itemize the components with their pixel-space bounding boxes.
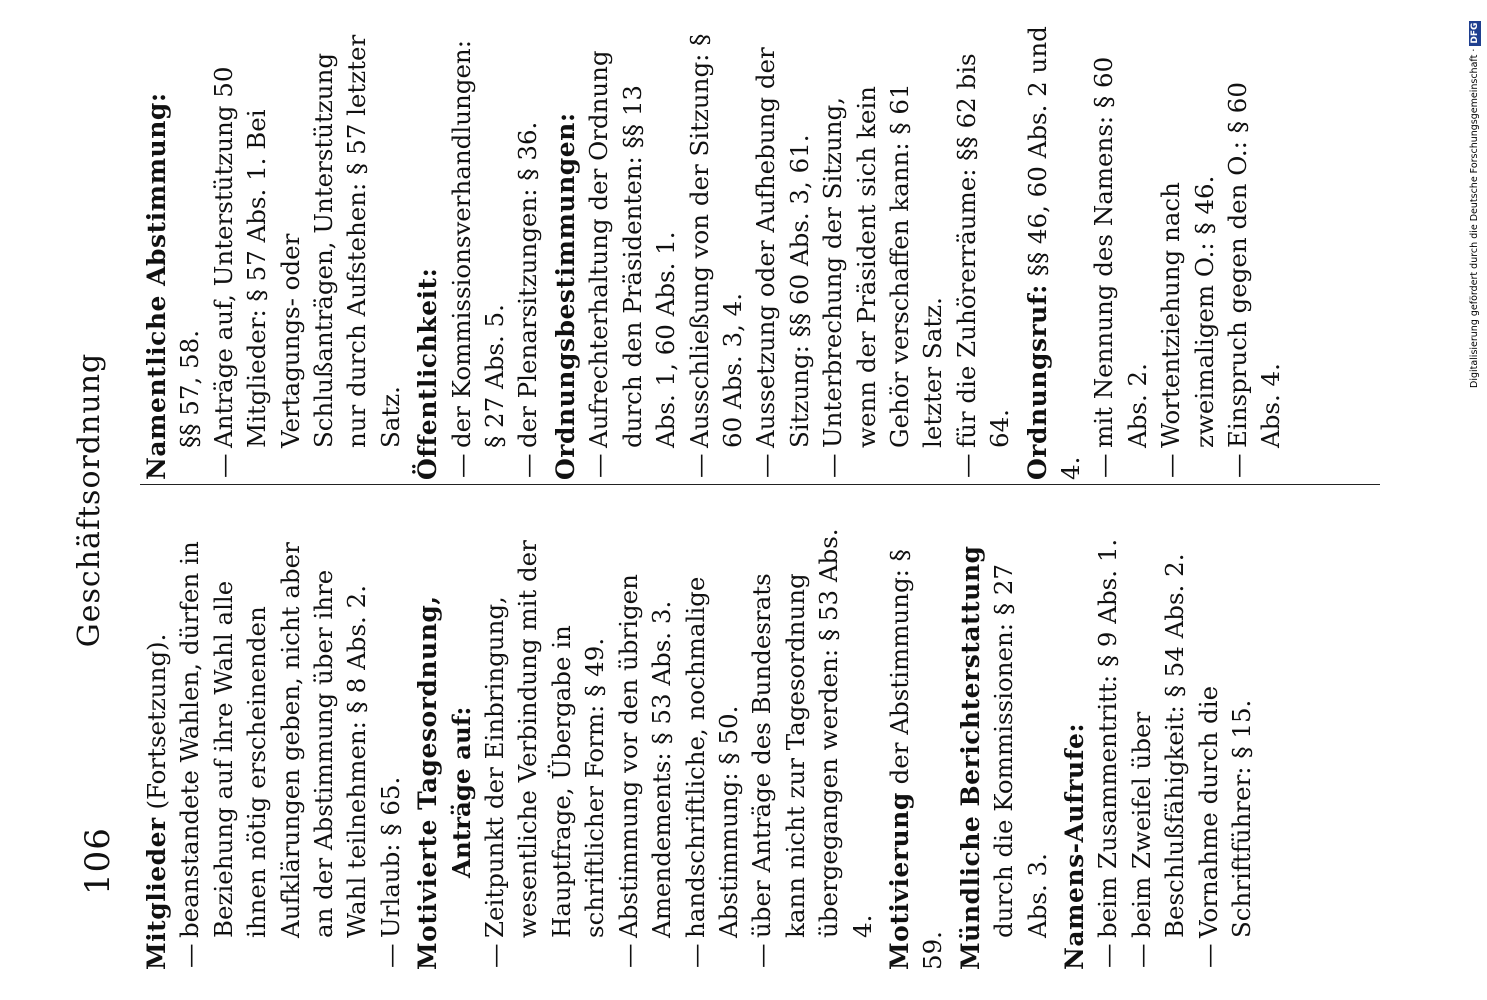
entry-namentliche-abstimmung	[140, 25, 407, 480]
dfg-logo: DFG	[1470, 22, 1480, 44]
list-item: — Ausschließung von der Sitzung: § 60 Abs. 3, 4.	[684, 33, 747, 478]
list-item: — über Anträge des Bundesrats kann nicht zur Tagesordnung übergegangen werden: § 53 Abs. 4.	[747, 528, 877, 968]
page-title: Geschäftsordnung	[72, 352, 107, 648]
list-item: — der Plenarsitzungen: § 36.	[513, 121, 543, 478]
left-column	[140, 515, 1262, 970]
list-item: — Zeitpunkt der Einbringung, wesentliche Verbindung mit der Hauptfrage, Übergabe in schriftlicher Form: § 49.	[480, 540, 610, 968]
list-item: — beanstandete Wahlen, dürfen in Beziehung auf ihre Wahl alle ihnen nötig erscheinenden Aufklärungen geben, nicht aber an der Abstimmung über ihre Wahl teilnehmen: § 8 Abs. 2.	[175, 541, 372, 968]
list-item: — beim Zusammentritt: § 9 Abs. 1.	[1093, 538, 1123, 968]
entry-heading: Mündliche Berichterstattung	[955, 545, 985, 970]
list-item: — Vornahme durch die Schriftführer: § 15.	[1193, 685, 1256, 968]
list-item: — Einspruch gegen den O.: § 60 Abs. 4.	[1223, 82, 1286, 478]
entry-heading: Ordnungsbestimmungen:	[550, 112, 580, 480]
entry-motivierung	[883, 515, 950, 970]
right-column	[140, 25, 1292, 480]
entry-heading-rest: (Fortsetzung).	[142, 633, 171, 818]
entry-motivierte-tagesordnung	[411, 515, 879, 970]
entry-mitglieder	[140, 515, 407, 970]
list-item: — Anträge auf, Unterstützung 50 Mitglieder: § 57 Abs. 1. Bei Vertagungs- oder Schlußanträgen, Unterstützung nur durch Aufstehen: § 57 letzter Satz.	[208, 34, 405, 478]
list-item: — Wortentziehung nach zweimaligem O.: § 46.	[1156, 175, 1219, 478]
entry-heading-rest: der Abstimmung: § 59.	[884, 549, 948, 970]
entry-heading: Namentliche Abstimmung:	[142, 92, 171, 480]
entry-oeffentlichkeit	[411, 25, 545, 480]
entry-namens-aufrufe	[1058, 515, 1258, 970]
entry-heading: Mitglieder	[142, 817, 171, 970]
entry-heading: Ordnungsruf:	[1022, 284, 1052, 480]
entry-heading: Motivierte Tagesordnung,	[413, 595, 443, 970]
entry-ordnungsbestimmungen	[549, 25, 1017, 480]
entry-muendliche-berichterstattung	[954, 515, 1054, 970]
list-item: — Aussetzung oder Aufhebung der Sitzung: §§ 60 Abs. 3, 61.	[751, 47, 814, 478]
watermark-text: Digitalisierung gefördert durch die Deutsche Forschungsgemeinschaft ·	[1469, 48, 1480, 388]
entry-ordnungsruf	[1021, 25, 1288, 480]
list-item: — Aufrechterhaltung der Ordnung durch den Präsidenten: §§ 13 Abs. 1, 60 Abs. 1.	[584, 50, 681, 478]
entry-text: §§ 57, 58.	[175, 329, 205, 448]
page-number: 106	[78, 827, 118, 895]
column-divider	[140, 484, 1380, 485]
list-item: — Unterbrechung der Sitzung, wenn der Präsident sich kein Gehör verschaffen kann: § 61 letzter Satz.	[818, 83, 948, 478]
entry-heading-cont: Anträge auf:	[446, 706, 476, 878]
entry-heading: Motivierung	[884, 792, 914, 970]
list-item: — beim Zweifel über Beschlußfähigkeit: § 54 Abs. 2.	[1126, 553, 1190, 968]
entry-heading-rest: §§ 46, 60 Abs. 2 und 4.	[1022, 26, 1085, 480]
list-item: — mit Nennung des Namens: § 60 Abs. 2.	[1089, 56, 1152, 478]
list-item: — handschriftliche, nochmalige Abstimmung: § 50.	[680, 576, 743, 968]
list-item: — Urlaub: § 65.	[375, 776, 405, 968]
list-item: — für die Zuhörerräume: §§ 62 bis 64.	[951, 53, 1015, 478]
entry-text: durch die Kommissionen: § 27 Abs. 3.	[989, 563, 1052, 938]
entry-heading: Namens-Aufrufe:	[1059, 722, 1089, 970]
list-item: — Abstimmung vor den übrigen Amendements: § 53 Abs. 3.	[613, 574, 677, 968]
dfg-watermark	[1467, 8, 1483, 388]
entry-heading: Öffentlichkeit:	[413, 267, 443, 480]
list-item: — der Kommissionsverhandlungen: § 27 Abs. 5.	[446, 40, 510, 478]
